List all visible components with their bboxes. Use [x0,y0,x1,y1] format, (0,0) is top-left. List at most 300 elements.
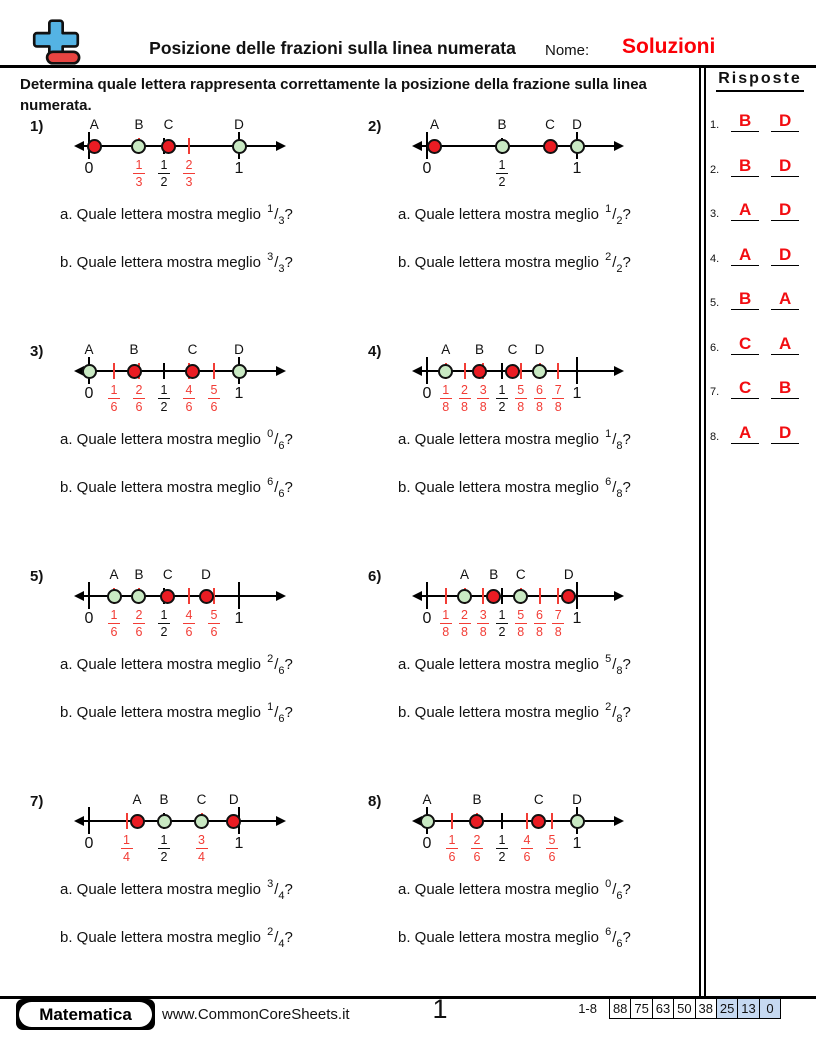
question-text: b. Quale lettera mostra meglio [398,254,604,271]
point-dot-B [495,139,510,154]
question-mark: ? [622,929,631,946]
point-letter-B: B [134,117,144,132]
question-b [398,464,631,512]
fraction-numerator: 1 [123,833,130,847]
fraction-bar [208,398,220,400]
fraction-bar [552,398,564,400]
fraction-bar [446,848,458,850]
questions [398,866,631,962]
answer-slot-a: B [731,157,759,177]
question-mark: ? [284,431,293,448]
fraction-denominator: 8 [536,624,543,639]
fraction-numerator: 5 [210,608,218,622]
fraction-numerator: 1 [442,608,450,622]
tick-mark [126,813,128,829]
score-cell: 13 [737,999,758,1018]
answer-slot-a: A [731,201,759,221]
question-fraction: $^0/_6$ [605,878,623,902]
score-cell: 50 [673,999,694,1018]
answer-row [707,108,813,132]
answer-slot-a: C [731,335,759,355]
answer-number: 4. [710,252,720,265]
left-arrow-icon [74,141,84,151]
fraction-bar [440,623,452,625]
number-line [74,790,286,868]
question-fraction: $^1/_2$ [605,203,623,227]
answer-slot-b: A [771,290,799,310]
question-b [398,689,631,737]
point-letter-A: A [109,567,119,582]
tick-label: 0 [422,160,432,177]
question-mark: ? [622,254,631,271]
point-letter-B: B [472,792,482,807]
question-text: b. Quale lettera mostra meglio [60,704,266,721]
question-fraction: $^2/_2$ [605,251,623,275]
number-line [74,340,286,418]
point-letter-C: C [545,117,555,132]
tick-mark [576,357,578,384]
number-line [412,790,624,868]
tick-mark [539,588,541,604]
answer-slot-b: B [771,379,799,399]
fraction-numerator: 1 [448,833,456,847]
answer-number: 8. [710,430,720,443]
fraction-numerator: 2 [461,608,468,622]
tick-mark [88,807,90,834]
fraction-bar [477,623,489,625]
point-letter-B: B [497,117,507,132]
answer-slot-a: C [731,379,759,399]
fraction-denominator: 2 [498,849,506,864]
instructions-text: Determina quale lettera rappresenta correttamente la posizione della frazione sulla linea numerata. [20,76,647,114]
right-arrow-icon [614,141,624,151]
tick-mark [576,582,578,609]
tick-mark [557,363,559,379]
point-letter-D: D [234,117,244,132]
fraction-numerator: 3 [198,833,205,847]
fraction-numerator: 2 [473,833,481,847]
number-line [412,565,624,643]
point-dot-C [505,364,520,379]
problem-number: 5) [30,568,44,585]
question-mark: ? [622,431,631,448]
question-b [398,239,631,287]
tick-fraction [493,384,511,413]
fraction-denominator: 8 [517,624,525,639]
question-text: a. Quale lettera mostra meglio [60,206,266,223]
fraction-numerator: 3 [479,608,487,622]
question-text: b. Quale lettera mostra meglio [398,479,604,496]
fraction-denominator: 8 [554,624,562,639]
point-dot-A [438,364,453,379]
answers-separator-line [704,65,706,997]
point-letter-A: A [84,342,94,357]
fraction-bar [196,848,208,850]
fraction-denominator: 4 [198,849,205,864]
fraction-numerator: 6 [536,608,543,622]
fraction-bar [496,398,508,400]
tick-fraction [105,384,123,413]
fraction-denominator: 6 [135,399,143,414]
answer-slot-b: D [771,157,799,177]
point-letter-D: D [572,792,582,807]
tick-fraction [180,159,198,188]
tick-mark [426,357,428,384]
answer-slot-b: D [771,112,799,132]
number-line [74,565,286,643]
question-a [60,641,293,689]
fraction-numerator: 5 [517,608,525,622]
question-mark: ? [622,479,631,496]
problem-number: 8) [368,793,382,810]
point-dot-A [457,589,472,604]
point-dot-B [131,589,146,604]
fraction-denominator: 6 [473,849,481,864]
left-arrow-icon [412,366,422,376]
fraction-bar [108,623,120,625]
name-value-solutions: Soluzioni [622,35,716,58]
question-text: a. Quale lettera mostra meglio [60,431,266,448]
tick-fraction [155,834,173,863]
fraction-numerator: 5 [517,383,525,397]
right-arrow-icon [614,816,624,826]
tick-fraction [543,834,561,863]
fraction-numerator: 4 [523,833,531,847]
point-letter-B: B [159,792,169,807]
point-dot-C [185,364,200,379]
point-dot-A [420,814,435,829]
problem-6 [362,565,698,789]
question-fraction: $^5/_8$ [605,653,623,677]
fraction-denominator: 8 [517,399,525,414]
point-letter-C: C [533,792,544,807]
fraction-numerator: 2 [461,383,468,397]
tick-fraction [443,834,461,863]
problem-5 [24,565,360,789]
fraction-bar [158,398,170,400]
problem-7 [24,790,360,1014]
tick-fraction [512,384,530,413]
tick-fraction [205,609,223,638]
tick-label: 0 [84,610,94,627]
fraction-denominator: 8 [461,399,468,414]
fraction-bar [552,623,564,625]
right-arrow-icon [276,816,286,826]
fraction-bar [133,173,145,175]
tick-label: 0 [84,385,94,402]
fraction-denominator: 6 [185,624,193,639]
number-line [412,115,624,193]
score-cell: 75 [630,999,651,1018]
fraction-denominator: 8 [554,399,562,414]
question-text: a. Quale lettera mostra meglio [398,656,604,673]
fraction-denominator: 8 [442,624,450,639]
question-fraction: $^3/_4$ [267,878,285,902]
tick-mark [113,363,115,379]
fraction-bar [515,623,527,625]
problem-4 [362,340,698,564]
fraction-bar [471,848,483,850]
number-line [74,115,286,193]
minus-icon [47,52,79,64]
point-letter-C: C [163,117,174,132]
fraction-numerator: 6 [536,383,543,397]
tick-mark [188,138,190,154]
point-dot-C [160,589,175,604]
problem-number: 7) [30,793,44,810]
right-arrow-icon [276,366,286,376]
number-line-axis [80,820,280,822]
score-cell: 25 [716,999,737,1018]
point-dot-D [570,139,585,154]
fraction-numerator: 4 [185,608,193,622]
fraction-bar [158,848,170,850]
score-table [609,998,781,1019]
tick-label: 1 [234,160,244,177]
fraction-numerator: 1 [135,158,143,172]
questions [60,641,293,737]
tick-fraction [130,159,148,188]
question-fraction: $^1/_6$ [267,701,285,725]
fraction-denominator: 6 [448,849,456,864]
question-text: a. Quale lettera mostra meglio [60,656,266,673]
fraction-bar [183,173,195,175]
fraction-denominator: 6 [548,849,556,864]
fraction-denominator: 6 [185,399,193,414]
question-text: a. Quale lettera mostra meglio [398,881,604,898]
tick-mark [526,813,528,829]
questions [60,416,293,512]
fraction-bar [208,623,220,625]
tick-fraction [105,609,123,638]
point-letter-B: B [489,567,499,582]
fraction-bar [459,398,471,400]
fraction-numerator: 4 [185,383,193,397]
answer-row [707,153,813,177]
tick-fraction [531,609,549,638]
fraction-denominator: 4 [123,849,130,864]
point-dot-B [131,139,146,154]
fraction-numerator: 1 [498,833,506,847]
answer-number: 3. [710,208,720,220]
answer-number: 7. [710,386,720,398]
question-mark: ? [284,206,293,223]
point-dot-D [199,589,214,604]
fraction-denominator: 6 [110,399,118,414]
point-letter-D: D [201,567,211,582]
fraction-numerator: 2 [135,383,143,397]
question-a [60,416,293,464]
header-rule [0,65,816,68]
tick-fraction [193,834,211,863]
question-mark: ? [284,881,293,898]
question-text: a. Quale lettera mostra meglio [60,881,266,898]
point-letter-D: D [228,792,239,807]
problem-8 [362,790,698,1014]
point-letter-B: B [129,342,139,357]
fraction-numerator: 3 [479,383,487,397]
point-letter-D: D [572,117,582,132]
tick-fraction [437,384,455,413]
fraction-denominator: 2 [498,399,506,414]
score-cell: 38 [695,999,716,1018]
tick-mark [213,363,215,379]
fraction-denominator: 6 [210,399,218,414]
tick-fraction [456,609,474,638]
plus-minus-logo-icon [24,18,88,66]
number-line [412,340,624,418]
fraction-denominator: 2 [160,849,168,864]
questions [398,416,631,512]
question-text: a. Quale lettera mostra meglio [398,206,604,223]
tick-mark [501,813,503,829]
answer-row [707,242,813,266]
fraction-bar [546,848,558,850]
problem-number: 4) [368,343,382,360]
point-dot-B [469,814,484,829]
point-letter-B: B [134,567,144,582]
problem-number: 2) [368,118,382,135]
point-dot-D [532,364,547,379]
question-b [60,689,293,737]
fraction-bar [534,398,546,400]
fraction-denominator: 3 [135,174,143,189]
left-arrow-icon [74,816,84,826]
question-text: b. Quale lettera mostra meglio [398,929,604,946]
point-letter-A: A [429,117,439,132]
tick-fraction [493,609,511,638]
tick-label: 1 [572,160,582,177]
fraction-denominator: 8 [461,624,468,639]
fraction-bar [108,398,120,400]
tick-label: 1 [572,610,582,627]
tick-mark [520,363,522,379]
website-url: www.CommonCoreSheets.it [162,1006,350,1023]
question-b [60,914,293,962]
question-mark: ? [622,206,631,223]
tick-fraction [205,384,223,413]
score-range-label: 1-8 [578,1001,597,1016]
fraction-denominator: 6 [110,624,118,639]
point-letter-A: A [459,567,469,582]
answers-title: Risposte [716,70,804,92]
fraction-denominator: 2 [160,399,168,414]
point-dot-D [226,814,241,829]
fraction-bar [515,398,527,400]
question-a [398,641,631,689]
point-dot-A [107,589,122,604]
point-letter-A: A [132,792,142,807]
right-arrow-icon [276,591,286,601]
answer-number: 5. [710,297,720,309]
tick-fraction [155,159,173,188]
answer-row [707,197,813,221]
question-mark: ? [284,479,293,496]
fraction-denominator: 6 [210,624,218,639]
score-cell: 88 [612,1001,628,1016]
question-text: b. Quale lettera mostra meglio [60,479,266,496]
question-mark: ? [622,704,631,721]
question-mark: ? [284,929,293,946]
point-dot-A [82,364,97,379]
fraction-numerator: 1 [498,158,506,172]
tick-fraction [456,384,474,413]
number-line-axis [418,820,618,822]
point-dot-D [232,364,247,379]
problem-number: 3) [30,343,44,360]
tick-label: 1 [572,385,582,402]
point-letter-C: C [515,567,526,582]
fraction-denominator: 8 [442,399,450,414]
question-b [60,464,293,512]
point-letter-D: D [234,342,244,357]
fraction-numerator: 2 [185,158,193,172]
problem-2 [362,115,698,339]
question-fraction: $^2/_4$ [267,926,285,950]
tick-mark [238,582,240,609]
tick-mark [445,588,447,604]
fraction-bar [496,173,508,175]
question-fraction: $^2/_6$ [267,653,285,677]
tick-fraction [474,384,492,413]
point-dot-B [486,589,501,604]
question-a [398,191,631,239]
point-dot-C [531,814,546,829]
fraction-numerator: 1 [160,383,168,397]
fraction-denominator: 2 [160,174,168,189]
answer-slot-b: D [771,424,799,444]
tick-label: 0 [84,835,94,852]
fraction-bar [440,398,452,400]
tick-label: 0 [422,385,432,402]
question-text: a. Quale lettera mostra meglio [398,431,604,448]
fraction-numerator: 1 [110,383,118,397]
questions [60,866,293,962]
answer-slot-b: A [771,335,799,355]
question-b [398,914,631,962]
fraction-bar [183,398,195,400]
point-dot-B [127,364,142,379]
question-a [60,866,293,914]
answer-row [707,286,813,310]
question-mark: ? [284,254,293,271]
tick-label: 0 [84,160,94,177]
tick-fraction [549,384,567,413]
answer-row [707,331,813,355]
question-fraction: $^6/_8$ [605,476,623,500]
point-letter-A: A [422,792,432,807]
tick-mark [501,588,503,604]
question-fraction: $^1/_8$ [605,428,623,452]
answers-list [707,108,813,444]
fraction-bar [133,398,145,400]
tick-fraction [180,609,198,638]
tick-label: 1 [234,610,244,627]
tick-fraction [468,834,486,863]
tick-fraction [437,609,455,638]
fraction-numerator: 7 [554,383,562,397]
answer-slot-b: D [771,201,799,221]
fraction-numerator: 1 [160,833,168,847]
fraction-denominator: 2 [498,174,506,189]
tick-fraction [180,384,198,413]
question-text: b. Quale lettera mostra meglio [60,254,266,271]
question-mark: ? [284,704,293,721]
right-arrow-icon [276,141,286,151]
number-line-axis [80,370,280,372]
brand-name: Matematica [19,1002,152,1027]
fraction-bar [158,623,170,625]
